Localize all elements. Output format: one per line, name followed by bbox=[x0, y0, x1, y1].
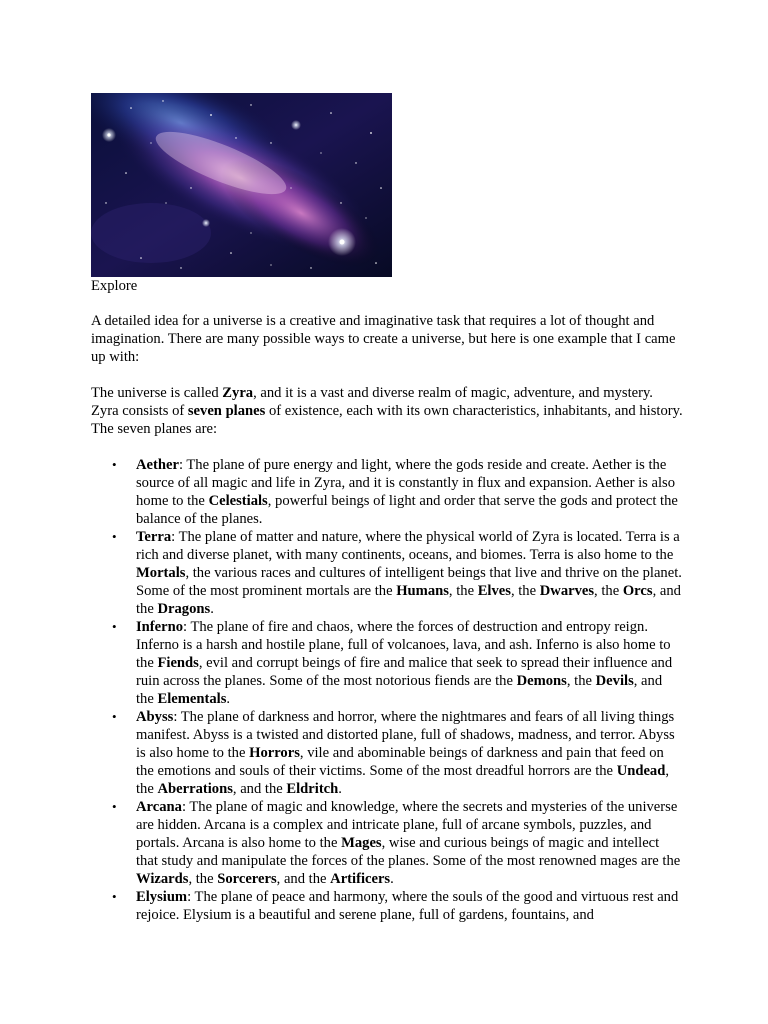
list-item-elysium bbox=[91, 888, 683, 924]
term: Artificers bbox=[330, 871, 391, 887]
galaxy-nebula-image bbox=[91, 93, 392, 277]
universe-name: Zyra bbox=[222, 385, 254, 401]
text-run: , the bbox=[510, 583, 540, 599]
term: Mortals bbox=[136, 565, 186, 581]
term: Dragons bbox=[157, 601, 211, 617]
text-run: . bbox=[226, 691, 231, 707]
text-run: of existence, each with its own characteristics, inhabitants, and history. The seven planes are: bbox=[91, 403, 683, 437]
document-page bbox=[91, 93, 683, 924]
plane-name: Terra bbox=[136, 529, 172, 545]
term: Demons bbox=[516, 673, 567, 689]
text-run: : The plane of fire and chaos, where the forces of destruction and entropy reign. Inferno is a harsh and hostile plane, full of volcanoes, lava, and ash. Inferno is also home to the bbox=[136, 619, 671, 671]
text-run: : The plane of pure energy and light, where the gods reside and create. Aether is the source of all magic and life in Zyra, and it is constantly in flux and expansion. Aether is also home to the bbox=[136, 457, 676, 509]
text-run: , the bbox=[566, 673, 596, 689]
text-run: : The plane of peace and harmony, where the souls of the good and virtuous rest and rejoice. Elysium is a beautiful and serene plane, full of gardens, fountains, and bbox=[136, 889, 679, 923]
text-run: : The plane of magic and knowledge, where the secrets and mysteries of the universe are hidden. Arcana is a complex and intricate plane, full of arcane symbols, puzzles, and portals. Arcana is also home to the bbox=[136, 799, 678, 851]
text-run: , the various races and cultures of intelligent beings that live and thrive on the planet. Some of the most prominent mortals are the bbox=[136, 565, 682, 599]
universe-paragraph bbox=[91, 384, 683, 438]
text-run: , powerful beings of light and order that serve the gods and protect the balance of the planes. bbox=[136, 493, 678, 527]
term: Sorcerers bbox=[217, 871, 277, 887]
text-run: , and the bbox=[232, 781, 287, 797]
plane-name: Aether bbox=[136, 457, 179, 473]
term: Elementals bbox=[157, 691, 227, 707]
term: Aberrations bbox=[157, 781, 233, 797]
text-run: , vile and abominable beings of darkness and pain that feed on the emotions and souls of their victims. Some of the most dreadful horrors are the bbox=[136, 745, 664, 779]
text-run: , the bbox=[594, 583, 623, 599]
text-run: , and it is a vast and diverse realm of magic, adventure, and mystery. Zyra consists of bbox=[91, 385, 653, 419]
list-item-arcana bbox=[91, 798, 683, 888]
term: Devils bbox=[595, 673, 634, 689]
image-caption: Explore bbox=[91, 278, 138, 294]
text-run: . bbox=[338, 781, 342, 797]
term: Mages bbox=[341, 835, 382, 851]
bullet-icon: • bbox=[112, 529, 117, 544]
intro-paragraph: A detailed idea for a universe is a creative and imaginative task that requires a lot of thought and imagination. There are many possible ways to create a universe, but here is one example that I came up with: bbox=[91, 313, 676, 365]
term: Orcs bbox=[622, 583, 653, 599]
plane-name: Abyss bbox=[136, 709, 174, 725]
text-run: , evil and corrupt beings of fire and malice that seek to spread their influence and ruin across the planes. Some of the most notorious fiends are the bbox=[136, 655, 673, 689]
term: Elves bbox=[477, 583, 511, 599]
bullet-icon: • bbox=[112, 799, 117, 814]
bullet-icon: • bbox=[112, 457, 117, 472]
text-run: . bbox=[210, 601, 214, 617]
list-item-terra bbox=[91, 528, 683, 618]
term: Undead bbox=[616, 763, 666, 779]
bullet-icon: • bbox=[112, 889, 117, 904]
list-item-abyss bbox=[91, 708, 683, 798]
text-run: , wise and curious beings of magic and intellect that study and manipulate the forces of the planes. Some of the most renowned mages are the bbox=[136, 835, 681, 869]
bullet-icon: • bbox=[112, 619, 117, 634]
text-run: , and the bbox=[136, 583, 681, 617]
text-run: , the bbox=[136, 763, 670, 797]
text-run: , and the bbox=[136, 673, 663, 707]
text-run: The universe is called bbox=[91, 385, 223, 401]
term: Fiends bbox=[157, 655, 199, 671]
term: Eldritch bbox=[286, 781, 339, 797]
plane-name: Inferno bbox=[136, 619, 184, 635]
text-run: , the bbox=[448, 583, 478, 599]
plane-name: Elysium bbox=[136, 889, 188, 905]
text-run: : The plane of matter and nature, where the physical world of Zyra is located. Terra is a rich and diverse planet, with many continents, oceans, and biomes. Terra is also home to the bbox=[136, 529, 680, 563]
plane-name: Arcana bbox=[136, 799, 182, 815]
text-run: . bbox=[390, 871, 394, 887]
text-run: , the bbox=[188, 871, 218, 887]
seven-planes-term: seven planes bbox=[187, 403, 266, 419]
text-run: : The plane of darkness and horror, where the nightmares and fears of all living things manifest. Abyss is a twisted and distorted plane, full of shadows, madness, and terror. Abyss is also home to the bbox=[136, 709, 675, 761]
list-item-aether bbox=[91, 456, 683, 528]
list-item-inferno bbox=[91, 618, 683, 708]
term: Horrors bbox=[249, 745, 300, 761]
text-run: , and the bbox=[276, 871, 331, 887]
term: Dwarves bbox=[539, 583, 595, 599]
planes-list bbox=[91, 456, 683, 924]
term: Celestials bbox=[208, 493, 268, 509]
bullet-icon: • bbox=[112, 709, 117, 724]
term: Humans bbox=[396, 583, 449, 599]
term: Wizards bbox=[136, 871, 189, 887]
